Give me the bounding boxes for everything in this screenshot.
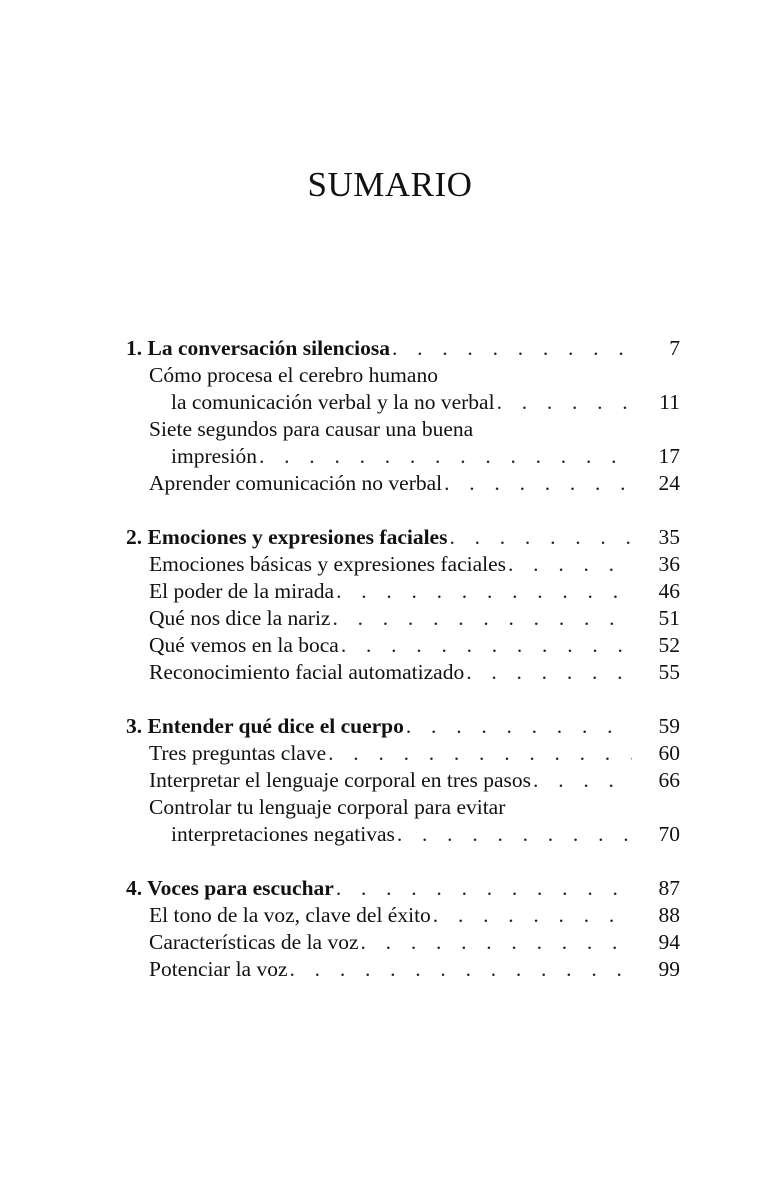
section-title: El tono de la voz, clave del éxito <box>149 903 431 927</box>
section-title: Qué nos dice la nariz <box>149 606 331 630</box>
section-title: Emociones básicas y expresiones faciales <box>149 552 507 576</box>
toc-chapter-entry[interactable] <box>126 335 680 362</box>
toc-section-entry[interactable] <box>126 578 680 605</box>
toc-section-entry[interactable] <box>126 794 680 821</box>
page-number: 24 <box>658 471 680 495</box>
page-number: 52 <box>658 633 680 657</box>
dot-leader <box>444 470 632 497</box>
toc-chapter-entry[interactable] <box>126 524 680 551</box>
section-title: impresión <box>171 444 257 468</box>
page-number: 51 <box>658 606 680 630</box>
dot-leader <box>259 443 632 470</box>
page-number: 88 <box>658 903 680 927</box>
dot-leader <box>336 875 632 902</box>
toc-section-entry[interactable] <box>126 632 680 659</box>
toc-section-entry-continued[interactable] <box>126 389 680 416</box>
page-number: 17 <box>658 444 680 468</box>
section-title: interpretaciones negativas <box>171 822 395 846</box>
page-number: 60 <box>658 741 680 765</box>
page-number: 66 <box>658 768 680 792</box>
dot-leader <box>397 821 632 848</box>
page-number: 87 <box>658 876 680 900</box>
dot-leader <box>290 956 632 983</box>
dot-leader <box>466 659 632 686</box>
section-title: Potenciar la voz <box>149 957 288 981</box>
section-title: la comunicación verbal y la no verbal <box>171 390 495 414</box>
section-title: Aprender comunicación no verbal <box>149 471 443 495</box>
toc-section-entry[interactable] <box>126 659 680 686</box>
page-number: 35 <box>658 525 680 549</box>
toc-section-entry[interactable] <box>126 956 680 983</box>
toc-chapter-entry[interactable] <box>126 875 680 902</box>
chapter-title: 1. La conversación silenciosa <box>126 336 390 360</box>
section-title: Qué vemos en la boca <box>149 633 339 657</box>
page-number: 36 <box>658 552 680 576</box>
page-number: 70 <box>658 822 680 846</box>
section-title: Siete segundos para causar una buena <box>149 417 474 441</box>
page-number: 99 <box>658 957 680 981</box>
page-number: 55 <box>658 660 680 684</box>
dot-leader <box>341 632 632 659</box>
dot-leader <box>406 713 632 740</box>
section-title: Interpretar el lenguaje corporal en tres pasos <box>149 768 532 792</box>
chapter-title: 2. Emociones y expresiones faciales <box>126 525 448 549</box>
toc-chapter-3 <box>126 713 680 848</box>
toc-section-entry[interactable] <box>126 740 680 767</box>
toc-section-entry-continued[interactable] <box>126 443 680 470</box>
dot-leader <box>361 929 632 956</box>
page-number: 46 <box>658 579 680 603</box>
section-title: El poder de la mirada <box>149 579 335 603</box>
dot-leader <box>332 605 632 632</box>
toc-section-entry[interactable] <box>126 929 680 956</box>
dot-leader <box>449 524 632 551</box>
toc-section-entry[interactable] <box>126 416 680 443</box>
page-number: 94 <box>658 930 680 954</box>
page-number: 7 <box>669 336 680 360</box>
section-title: Características de la voz <box>149 930 359 954</box>
toc-section-entry[interactable] <box>126 767 680 794</box>
dot-leader <box>392 335 632 362</box>
page-number: 59 <box>658 714 680 738</box>
toc-section-entry[interactable] <box>126 902 680 929</box>
section-title: Tres preguntas clave <box>149 741 327 765</box>
toc-section-entry[interactable] <box>126 470 680 497</box>
dot-leader <box>533 767 632 794</box>
toc-chapter-entry[interactable] <box>126 713 680 740</box>
toc-section-entry-continued[interactable] <box>126 821 680 848</box>
section-title: Controlar tu lenguaje corporal para evitar <box>149 795 506 819</box>
table-of-contents <box>126 335 680 1010</box>
dot-leader <box>497 389 632 416</box>
toc-chapter-4 <box>126 875 680 983</box>
dot-leader <box>508 551 632 578</box>
toc-section-entry[interactable] <box>126 605 680 632</box>
dot-leader <box>336 578 632 605</box>
chapter-title: 4. Voces para escuchar <box>126 876 334 900</box>
toc-section-entry[interactable] <box>126 551 680 578</box>
section-title: Reconocimiento facial automatizado <box>149 660 465 684</box>
dot-leader <box>328 740 632 767</box>
toc-section-entry[interactable] <box>126 362 680 389</box>
toc-chapter-1 <box>126 335 680 497</box>
chapter-title: 3. Entender qué dice el cuerpo <box>126 714 404 738</box>
section-title: Cómo procesa el cerebro humano <box>149 363 438 387</box>
page-number: 11 <box>659 390 680 414</box>
dot-leader <box>433 902 632 929</box>
page-title: SUMARIO <box>307 165 473 205</box>
toc-chapter-2 <box>126 524 680 686</box>
